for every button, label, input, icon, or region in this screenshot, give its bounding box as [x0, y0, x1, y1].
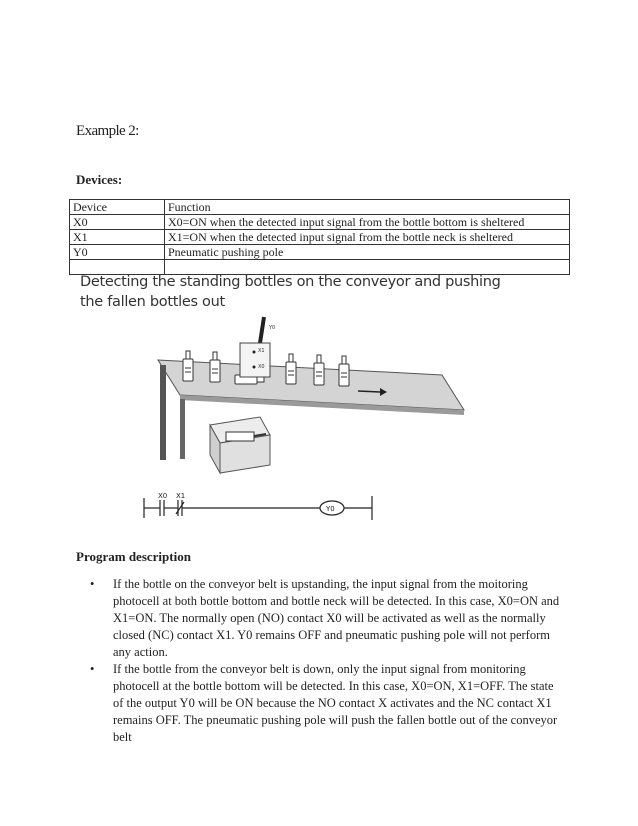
- list-item-text: If the bottle on the conveyor belt is upstanding, the input signal from the moitoring photocell at both bottle bottom and bottle neck will be detected. In this case, X0=ON and X1=ON. The normally open (NO) contact X0 will be activated as well as the normally closed (NC) contact X1. Y0 remains OFF and pneumatic pushing pole will not perform any action.: [113, 577, 560, 659]
- label-y0: Y0: [269, 325, 276, 331]
- figure-caption-line2: the fallen bottles out: [80, 294, 225, 310]
- ladder-contact-x1: X1: [176, 492, 186, 500]
- table-row: [70, 245, 570, 260]
- header-function: Function: [165, 200, 570, 215]
- list-item: [76, 576, 566, 661]
- program-description-heading: Program description: [76, 549, 191, 564]
- ladder-coil-y0: Y0: [326, 505, 335, 513]
- bottle-icon: [314, 355, 324, 385]
- label-x1: X1: [258, 348, 265, 354]
- figure-caption-line1: Detecting the standing bottles on the conveyor and pushing: [80, 274, 501, 290]
- bottle-icon: [210, 352, 220, 382]
- ladder-contact-x0: X0: [158, 492, 168, 500]
- device-cell: X1: [70, 230, 165, 245]
- device-cell: X0: [70, 215, 165, 230]
- photocell-sensor: [240, 317, 275, 377]
- device-cell: Y0: [70, 245, 165, 260]
- conveyor-figure: [140, 315, 470, 535]
- example-heading: Example 2:: [76, 123, 139, 139]
- function-cell: Pneumatic pushing pole: [165, 245, 570, 260]
- figure-caption: [80, 272, 501, 312]
- label-x0: X0: [258, 364, 265, 370]
- conveyor-table: [158, 360, 464, 460]
- function-cell: X1=ON when the detected input signal from the bottle neck is sheltered: [165, 230, 570, 245]
- pneumatic-pusher: [210, 417, 270, 473]
- list-item: [76, 661, 566, 746]
- bullet-icon: •: [90, 577, 95, 591]
- table-header-row: [70, 200, 570, 215]
- function-cell: X0=ON when the detected input signal from the bottle bottom is sheltered: [165, 215, 570, 230]
- bottle-icon: [286, 354, 296, 384]
- bottle-icon: [183, 351, 193, 381]
- header-device: Device: [70, 200, 165, 215]
- device-table: [69, 199, 570, 275]
- table-row: [70, 230, 570, 245]
- bottle-icon: [339, 356, 349, 386]
- list-item-text: If the bottle from the conveyor belt is down, only the input signal from monitoring photocell at the bottle bottom will be detected. In this case, X0=ON, X1=OFF. The state of the output Y0 will be ON because the NO contact X activates and the NC contact X1 remains OFF. The pneumatic pushing pole will push the fallen bottle out of the conveyor belt: [113, 662, 558, 744]
- table-row: [70, 215, 570, 230]
- bullet-icon: •: [90, 662, 95, 676]
- devices-heading: Devices:: [76, 172, 123, 187]
- program-description-list: [76, 576, 566, 746]
